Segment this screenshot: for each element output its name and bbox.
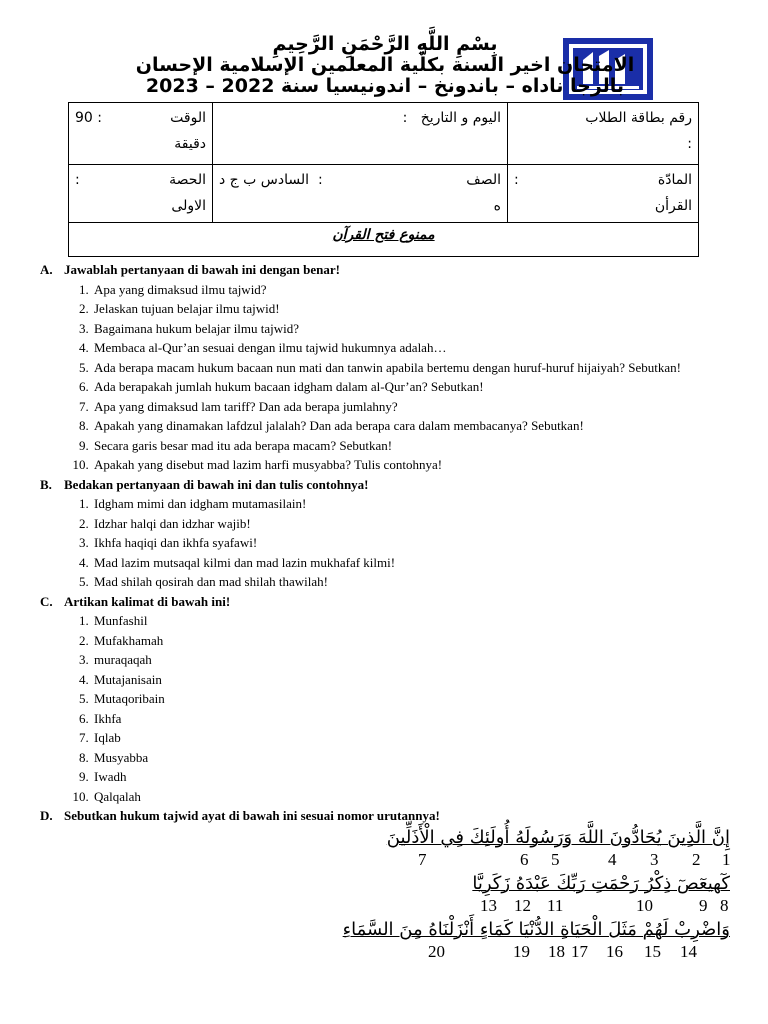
ayah-number: 18	[548, 941, 565, 961]
ayah-number: 9	[699, 895, 708, 915]
list-item: 7. Apa yang dimaksud lam tariff? Dan ada berapa jumlahny?	[92, 397, 740, 417]
ayah-line-1: إِنَّ الَّذِينَ يُحَادُّونَ اللَّهَ وَرَسُولَهُ أُولَئِكَ فِي الْأَذَلِّينَ	[386, 826, 730, 848]
section-d-title	[40, 806, 740, 826]
section-b-title	[40, 475, 740, 495]
section-a-list	[40, 280, 740, 475]
list-item: 10. Apakah yang disebut mad lazim harfi musyabba? Tulis contohnya!	[92, 455, 740, 475]
section-a-letter: A.	[40, 262, 53, 277]
list-item: 7. Iqlab	[92, 728, 740, 748]
basmala: بِسْمِ اللَّهِ الرَّحْمَنِ الرَّحِيمِ	[272, 33, 498, 55]
class-value: السادس ب ج د	[219, 172, 310, 188]
ayah-number: 6	[520, 849, 529, 869]
ayah-number: 5	[551, 849, 560, 869]
exam-questions	[40, 260, 740, 964]
section-d-heading: Sebutkan hukum tajwid ayat di bawah ini sesuai nomor urutannya!	[64, 808, 440, 823]
section-c-heading: Artikan kalimat di bawah ini!	[64, 593, 231, 609]
list-item: 5. Mutaqoribain	[92, 689, 740, 709]
ayah-line-2: كٓهيعٓصٓ ذِكْرُ رَحْمَتِ رَبِّكَ عَبْدَهُ زَكَرِيَّا	[472, 872, 730, 894]
ayah-number: 14	[680, 941, 697, 961]
list-item: 5. Ada berapa macam hukum bacaan nun mati dan tanwin apabila bertemu dengan huruf-huruf hijaiyah? Sebutkan!	[92, 358, 740, 378]
ayah-number: 11	[547, 895, 564, 915]
period-value: الاولى	[171, 198, 206, 214]
section-b-list	[40, 494, 740, 592]
ayah-1-numbers	[40, 850, 730, 872]
ayah-number: 15	[644, 941, 661, 961]
exam-header	[80, 34, 690, 97]
ayah-number: 8	[720, 895, 729, 915]
period-label: الحصة	[169, 172, 206, 188]
class-cell	[213, 165, 508, 223]
ayah-number: 20	[428, 941, 445, 961]
quran-banned-notice: ممنوع فتح القرآن	[69, 223, 699, 257]
ayah-number: 3	[650, 849, 659, 869]
time-unit: دقيقة	[174, 136, 206, 152]
list-item: 3. Bagaimana hukum belajar ilmu tajwid?	[92, 319, 740, 339]
ayah-number: 17	[571, 941, 588, 961]
time-cell	[69, 103, 213, 165]
list-item: 4. Mad lazim mutsaqal kilmi dan mad lazin mukhafaf kilmi!	[92, 553, 740, 573]
section-c-letter: C.	[40, 593, 53, 609]
class-label: الصف	[466, 172, 501, 188]
list-item: 2. Jelaskan tujuan belajar ilmu tajwid!	[92, 299, 740, 319]
ayah-2-numbers	[40, 896, 730, 918]
section-a-heading: Jawablah pertanyaan di bawah ini dengan benar!	[64, 262, 340, 277]
list-item: 6. Ikhfa	[92, 709, 740, 729]
list-item: 4. Mutajanisain	[92, 670, 740, 690]
subject-label: المادّة	[657, 172, 692, 188]
period-colon: :	[75, 172, 80, 188]
subject-value: القرأن	[654, 198, 692, 214]
list-item: 5. Mad shilah qosirah dan mad shilah thawilah!	[92, 572, 740, 592]
list-item: 8. Apakah yang dinamakan lafdzul jalalah? Dan ada berapa cara dalam membacanya? Sebutkan!	[92, 416, 740, 436]
ayah-number: 1	[722, 849, 731, 869]
list-item: 1. Munfashil	[92, 611, 740, 631]
exam-location-year: بالرجا ناداه – باندونخ – اندونيسيا سنة 2022 – 2023	[145, 75, 625, 97]
ayah-number: 2	[692, 849, 701, 869]
date-colon: :	[402, 110, 408, 126]
ayah-3-numbers	[40, 942, 730, 964]
time-label: الوقت	[170, 110, 206, 126]
list-item: 8. Musyabba	[92, 748, 740, 768]
list-item: 4. Membaca al-Qur’an sesuai dengan ilmu tajwid hukumnya adalah…	[92, 338, 740, 358]
ayah-block	[40, 826, 730, 964]
list-item: 10. Qalqalah	[92, 787, 740, 807]
class-suffix: ه	[493, 198, 501, 214]
ayah-number: 13	[480, 895, 497, 915]
student-id-label: رقم بطاقة الطلاب	[585, 110, 692, 126]
section-d-letter: D.	[40, 808, 53, 823]
list-item: 1. Apa yang dimaksud ilmu tajwid?	[92, 280, 740, 300]
section-a-title	[40, 260, 740, 280]
list-item: 3. Ikhfa haqiqi dan ikhfa syafawi!	[92, 533, 740, 553]
subject-colon: :	[514, 172, 519, 188]
subject-cell	[508, 165, 699, 223]
list-item: 2. Mufakhamah	[92, 631, 740, 651]
section-c-title	[40, 592, 740, 612]
student-id-colon: :	[687, 136, 692, 152]
ayah-number: 12	[514, 895, 531, 915]
list-item: 3. muraqaqah	[92, 650, 740, 670]
date-label: اليوم و التاريخ	[420, 110, 501, 126]
ayah-number: 7	[418, 849, 427, 869]
date-cell	[213, 103, 508, 165]
list-item: 9. Iwadh	[92, 767, 740, 787]
ayah-number: 4	[608, 849, 617, 869]
student-id-cell	[508, 103, 699, 165]
list-item: 6. Ada berapakah jumlah hukum bacaan idgham dalam al-Qur’an? Sebutkan!	[92, 377, 740, 397]
exam-title: الامتحان اخير السنة بكلّية المعلمين الإسلامية الإحسان	[135, 54, 635, 76]
ayah-number: 19	[513, 941, 530, 961]
student-info-table	[68, 102, 699, 257]
time-value: : 90	[75, 110, 102, 126]
list-item: 9. Secara garis besar mad itu ada berapa macam? Sebutkan!	[92, 436, 740, 456]
period-cell	[69, 165, 213, 223]
ayah-number: 16	[606, 941, 623, 961]
class-colon: :	[317, 172, 323, 188]
ayah-number: 10	[636, 895, 653, 915]
section-b-heading: Bedakan pertanyaan di bawah ini dan tulis contohnya!	[64, 476, 369, 492]
section-b-letter: B.	[40, 476, 52, 492]
list-item: 1. Idgham mimi dan idgham mutamasilain!	[92, 494, 740, 514]
section-c-list	[40, 611, 740, 806]
ayah-line-3: وَاضْرِبْ لَهُمْ مَثَلَ الْحَيَاةِ الدُّنْيَا كَمَاءٍ أَنْزَلْنَاهُ مِنَ السَّمَاءِ	[342, 918, 730, 940]
list-item: 2. Idzhar halqi dan idzhar wajib!	[92, 514, 740, 534]
